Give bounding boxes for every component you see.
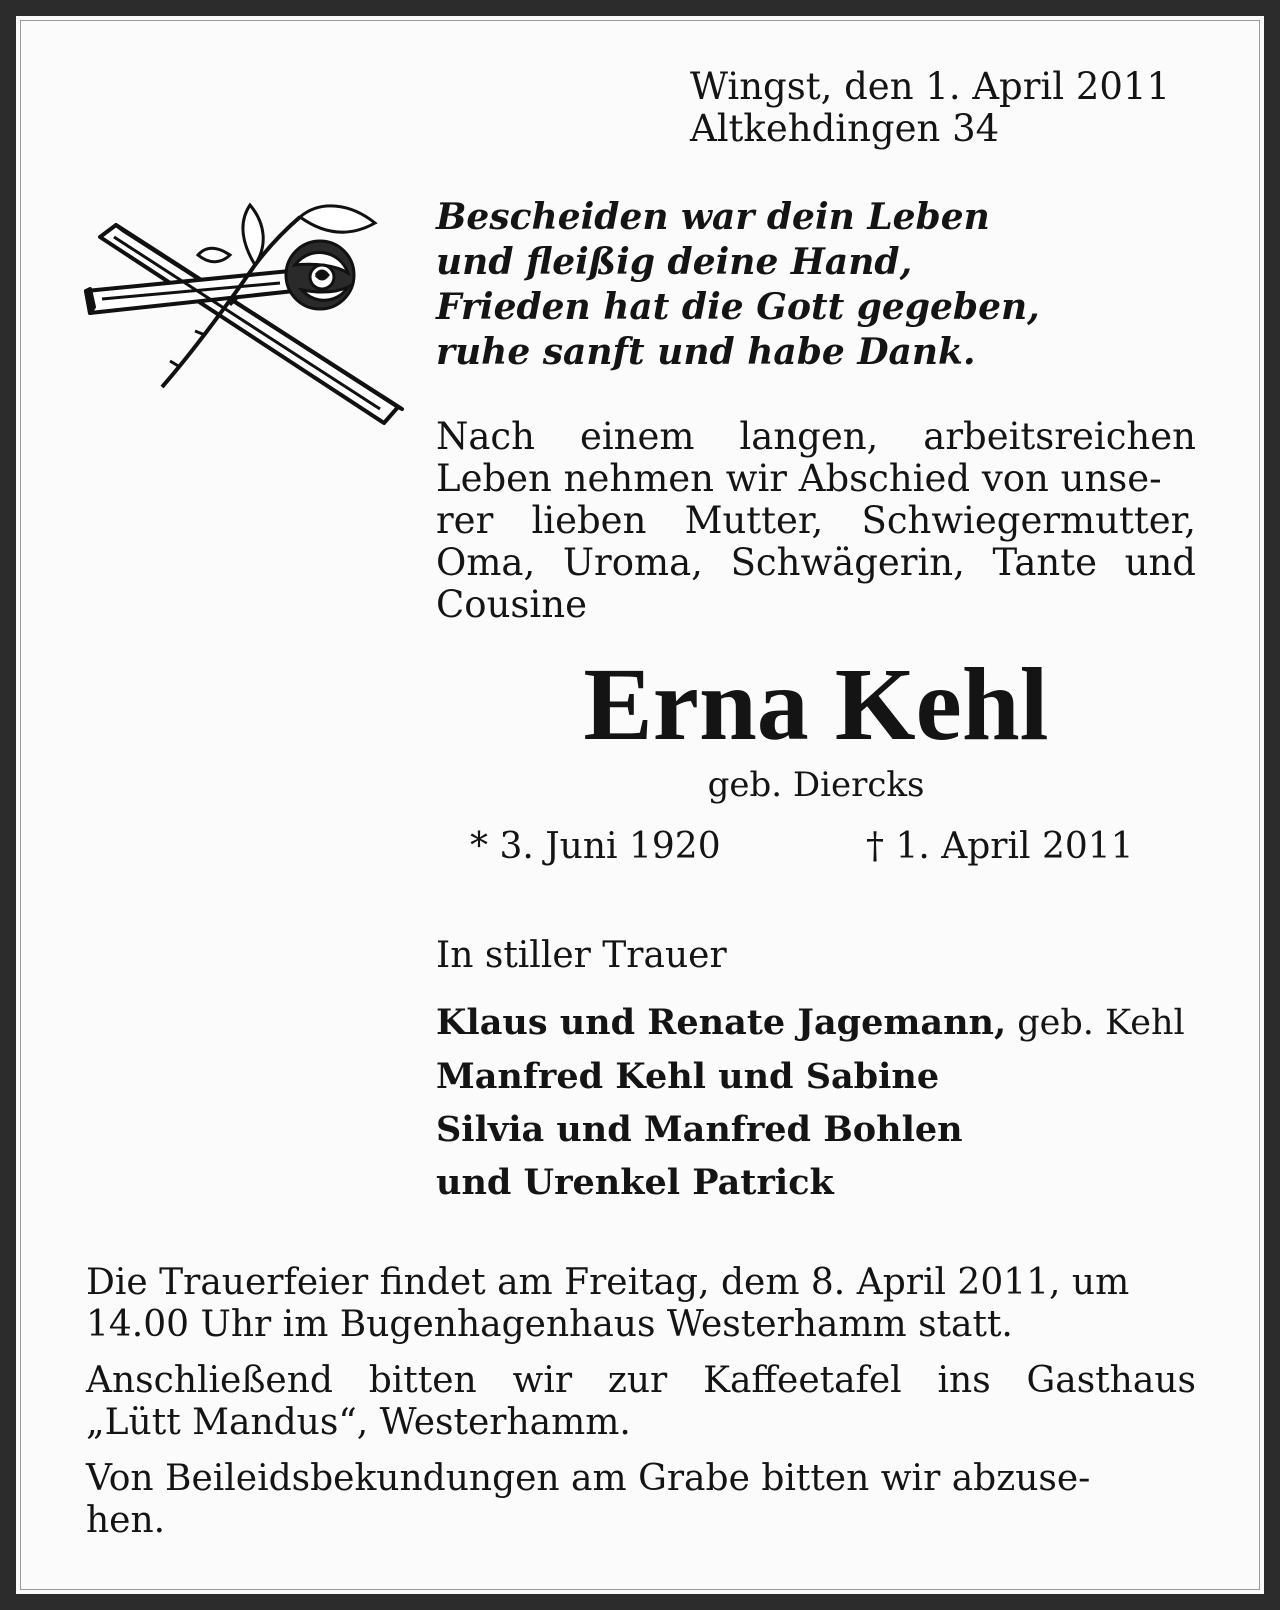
word: Mutter, [684, 499, 824, 542]
text-line: hen. [86, 1500, 166, 1541]
mourner-line: Manfred Kehl und Sabine [436, 1056, 940, 1097]
word: Oma, [436, 541, 536, 584]
address-line: Altkehdingen 34 [690, 107, 1000, 150]
funeral-details [86, 1262, 1196, 1556]
word: arbeitsreichen [923, 415, 1196, 458]
mourner-names: Klaus und Renate Jagemann, [436, 1002, 1007, 1043]
word: Schwägerin, [730, 541, 965, 584]
intro-line: Leben nehmen wir Abschied von unse- [436, 457, 1162, 500]
text-line: 14.00 Uhr im Bugenhagenhaus Westerhamm statt. [86, 1304, 1013, 1345]
text-line: „Lütt Mandus“, Westerhamm. [86, 1402, 631, 1443]
word: einem [579, 415, 695, 458]
mourner-note: geb. Kehl [1006, 1003, 1185, 1043]
maiden-name: geb. Diercks [707, 765, 925, 805]
death-date: † 1. April 2011 [866, 826, 1134, 867]
mourner-line [436, 996, 1216, 1050]
cross-with-rose-icon [80, 195, 410, 455]
word: lieben [531, 499, 647, 542]
mourning-heading: In stiller Trauer [436, 935, 727, 976]
word: Gasthaus [1026, 1360, 1196, 1401]
word: ins [937, 1360, 991, 1401]
word: und [1124, 541, 1196, 584]
word: Anschließend [86, 1360, 333, 1401]
birth-date: * 3. Juni 1920 [470, 826, 721, 867]
poem-line: Bescheiden war dein Leben [436, 196, 990, 238]
word: langen, [739, 415, 879, 458]
place-date-block [690, 66, 1210, 150]
condolence-paragraph [86, 1458, 1196, 1542]
intro-line [436, 542, 1196, 584]
word: Tante [992, 541, 1097, 584]
place-date-line: Wingst, den 1. April 2011 [690, 65, 1171, 108]
mourner-line: und Urenkel Patrick [436, 1162, 834, 1203]
word: wir [512, 1360, 573, 1401]
intro-line [436, 416, 1196, 458]
poem-verse [436, 195, 1136, 375]
word: bitten [368, 1360, 477, 1401]
poem-line: und fleißig deine Hand, [436, 241, 913, 283]
text-line: Von Beileidsbekundungen am Grabe bitten wir abzuse- [86, 1458, 1091, 1499]
intro-line: Cousine [436, 583, 587, 626]
mourner-line: Silvia und Manfred Bohlen [436, 1109, 963, 1150]
poem-line: ruhe sanft und habe Dank. [436, 331, 976, 373]
word: Schwiegermutter, [861, 499, 1196, 542]
reception-paragraph [86, 1360, 1196, 1444]
word: rer [436, 499, 494, 542]
word: Kaffeetafel [703, 1360, 902, 1401]
word: Nach [436, 415, 535, 458]
word: zur [607, 1360, 668, 1401]
word: Uroma, [562, 541, 703, 584]
deceased-name: Erna Kehl [583, 647, 1049, 762]
text-line [86, 1360, 1196, 1402]
service-paragraph [86, 1262, 1196, 1346]
poem-line: Frieden hat die Gott gegeben, [436, 286, 1040, 328]
intro-line [436, 500, 1196, 542]
text-line: Die Trauerfeier findet am Freitag, dem 8. April 2011, um [86, 1262, 1130, 1303]
mourners-list [436, 996, 1216, 1209]
intro-paragraph [436, 416, 1196, 626]
